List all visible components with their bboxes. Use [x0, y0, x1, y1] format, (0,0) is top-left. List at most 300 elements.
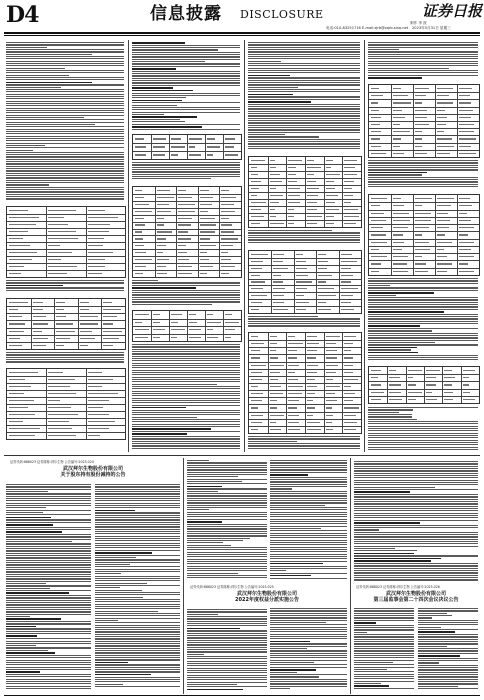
text-line [248, 63, 360, 64]
text-line [418, 662, 439, 663]
table-cell [251, 295, 267, 296]
text-line [270, 507, 347, 508]
table-cell [326, 365, 339, 366]
table-cell [389, 392, 400, 393]
text-line [368, 160, 478, 161]
text-line [132, 107, 240, 108]
text-line [270, 662, 314, 663]
text-line [6, 529, 91, 530]
table-cell [171, 314, 182, 315]
table-cell [270, 216, 276, 217]
text-line [368, 299, 478, 300]
table-cell [341, 288, 359, 289]
table-cell [103, 345, 112, 346]
text-line [270, 484, 347, 485]
table-cell [389, 377, 400, 378]
table-cell [415, 213, 431, 214]
table-cell [153, 329, 165, 330]
text-line [6, 49, 124, 50]
text-line [6, 621, 91, 622]
table-cell [270, 174, 280, 175]
text-line [6, 597, 91, 598]
table-cell [135, 259, 152, 260]
table-cell [9, 372, 38, 373]
table-column-rule [305, 157, 306, 227]
text-line [187, 509, 209, 510]
table-cell [103, 331, 121, 332]
text-line [354, 503, 478, 504]
text-line [132, 365, 240, 366]
text-line [6, 655, 91, 656]
text-line [248, 113, 360, 114]
table-cell [103, 316, 117, 317]
table-row-rule [133, 229, 241, 230]
text-line [95, 674, 151, 676]
table-cell [307, 372, 317, 373]
data-table [6, 206, 126, 278]
text-line [6, 635, 37, 637]
text-line [132, 398, 240, 399]
table-column-rule [294, 251, 295, 313]
text-line [187, 479, 267, 480]
text-line [95, 597, 143, 598]
table-cell [393, 242, 404, 243]
table-cell [437, 110, 445, 111]
table-cell [344, 181, 354, 182]
table-cell [341, 261, 358, 262]
table-cell [307, 379, 315, 380]
text-line [132, 428, 211, 430]
text-line [6, 287, 124, 288]
text-line [132, 395, 240, 396]
text-line [132, 95, 240, 96]
text-line [418, 669, 478, 670]
table-cell [307, 160, 314, 161]
table-cell [393, 146, 400, 147]
text-line [6, 531, 62, 533]
table-cell [200, 273, 207, 274]
table-cell [270, 429, 281, 430]
text-line [354, 473, 478, 474]
text-line [132, 384, 217, 385]
text-line [132, 85, 240, 86]
text-line [368, 72, 478, 73]
table-cell [326, 429, 333, 430]
text-line [187, 568, 267, 569]
table-cell [326, 422, 332, 423]
table-cell [437, 271, 447, 272]
table-cell [135, 329, 149, 330]
text-line [368, 54, 478, 55]
table-cell [207, 154, 213, 155]
text-line [95, 604, 180, 605]
text-line [187, 472, 267, 473]
table-row-rule [249, 258, 361, 259]
table-cell [437, 102, 453, 103]
text-line [270, 495, 347, 496]
masthead-rule-thin [4, 35, 480, 36]
text-line [248, 134, 285, 135]
text-line [95, 536, 180, 537]
text-line [187, 621, 267, 622]
table-cell [393, 220, 410, 221]
text-line [354, 660, 414, 661]
text-line [354, 681, 414, 682]
text-line [248, 115, 360, 116]
table-cell [178, 266, 191, 267]
table-column-rule [435, 85, 436, 157]
text-line [95, 590, 142, 591]
table-cell [371, 271, 379, 272]
table-cell [200, 204, 212, 205]
text-line [187, 533, 267, 534]
table-cell [393, 227, 408, 228]
text-line [6, 282, 124, 283]
text-line [6, 641, 91, 642]
text-line [368, 421, 478, 422]
text-line [248, 42, 360, 43]
text-line [132, 349, 240, 350]
table-row-rule [7, 418, 125, 419]
text-line [418, 676, 478, 677]
text-line [368, 349, 411, 350]
column-divider [183, 458, 184, 694]
text-line [248, 75, 290, 77]
text-line [6, 660, 91, 661]
text-line [354, 674, 414, 675]
text-line [187, 465, 267, 466]
table-cell [393, 131, 410, 132]
data-table [6, 368, 126, 440]
table-cell [251, 268, 262, 269]
text-line [368, 335, 478, 336]
text-line [132, 56, 240, 57]
table-cell [307, 167, 321, 168]
table-cell [221, 211, 234, 212]
text-line [270, 669, 316, 671]
text-line [270, 512, 347, 513]
table-cell [288, 202, 300, 203]
text-line [95, 684, 123, 685]
table-cell [251, 302, 262, 303]
text-line [354, 487, 435, 488]
table-cell [33, 309, 44, 310]
text-line [187, 668, 267, 669]
table-cell [459, 131, 474, 132]
text-line [132, 59, 240, 60]
text-line [187, 559, 267, 560]
text-line [95, 592, 180, 593]
table-cell [341, 281, 352, 282]
table-cell [207, 138, 215, 139]
text-line [187, 483, 267, 484]
table-cell [459, 242, 474, 243]
table-cell [88, 224, 110, 225]
text-line [95, 662, 128, 664]
text-line [132, 52, 240, 53]
table-cell [426, 377, 436, 378]
table-row-rule [7, 335, 125, 336]
text-line [95, 573, 121, 574]
text-line [248, 104, 360, 105]
text-line [248, 441, 297, 442]
text-line [270, 474, 308, 476]
table-cell [251, 181, 261, 182]
table-cell [251, 254, 268, 255]
text-line [6, 510, 91, 511]
text-line [95, 599, 180, 600]
text-line [132, 358, 240, 359]
table-cell [371, 384, 381, 385]
table-cell [288, 365, 298, 366]
text-line [248, 65, 360, 66]
table-cell [296, 275, 308, 276]
text-line [368, 407, 478, 408]
table-column-rule [457, 195, 458, 275]
text-line [248, 84, 360, 85]
text-line [418, 627, 441, 628]
table-column-rule [187, 311, 188, 341]
text-line [95, 643, 180, 644]
table-cell [344, 188, 352, 189]
text-line [187, 616, 267, 617]
text-line [132, 344, 240, 345]
table-cell [200, 245, 216, 246]
text-column [354, 460, 478, 582]
table-cell [408, 399, 417, 400]
text-line [132, 445, 240, 446]
table-cell [288, 379, 298, 380]
text-line [6, 91, 124, 92]
table-column-rule [187, 135, 188, 159]
text-line [270, 554, 347, 555]
table-cell [88, 273, 103, 274]
table-cell [415, 138, 422, 139]
table-cell [318, 268, 327, 269]
text-line [6, 564, 91, 565]
text-line [354, 641, 414, 642]
table-column-rule [406, 367, 407, 403]
text-column [368, 406, 478, 452]
table-cell [189, 329, 201, 330]
table-row-rule [133, 256, 241, 257]
table-cell [157, 204, 170, 205]
text-line [6, 645, 36, 646]
text-line [354, 532, 478, 533]
text-line [6, 112, 124, 113]
text-line [6, 72, 124, 73]
text-line [132, 304, 212, 305]
table-row-rule [369, 239, 479, 240]
text-line [187, 689, 243, 691]
text-line [132, 42, 185, 44]
text-line [95, 578, 180, 579]
text-line [270, 516, 347, 517]
text-column [132, 42, 240, 130]
table-row-rule [7, 425, 125, 426]
text-line [132, 374, 240, 375]
text-line [6, 574, 91, 575]
table-cell [48, 372, 62, 373]
table-cell [270, 167, 276, 168]
table-cell [371, 110, 379, 111]
stock-code-line: 证券代码:688023 证券简称:拜尔生物 公告编号:2023-026 [356, 585, 440, 589]
text-column [6, 280, 124, 294]
table-cell [344, 379, 358, 380]
text-line [368, 184, 478, 185]
text-line [354, 563, 478, 564]
text-line [6, 108, 124, 109]
table-cell [9, 259, 32, 260]
table-row-rule [7, 235, 125, 236]
table-cell [326, 343, 336, 344]
table-cell [48, 238, 77, 239]
text-line [132, 105, 177, 106]
text-line [270, 622, 326, 623]
table-column-rule [342, 157, 343, 227]
table-cell [9, 414, 35, 415]
table-cell [251, 415, 263, 416]
table-cell [251, 350, 260, 351]
table-cell [307, 223, 317, 224]
text-line [6, 555, 91, 556]
table-column-rule [223, 135, 224, 159]
text-line [95, 629, 180, 630]
text-line [132, 49, 218, 50]
text-line [187, 528, 267, 529]
table-cell [178, 211, 195, 212]
text-line [368, 342, 435, 343]
table-row-rule [249, 279, 361, 280]
text-line [354, 536, 478, 537]
table-cell [135, 211, 152, 212]
text-line [368, 56, 478, 57]
table-cell [444, 392, 453, 393]
text-line [6, 89, 124, 90]
table-column-rule [413, 195, 414, 275]
text-line [132, 301, 240, 302]
text-line [6, 681, 91, 682]
text-line [187, 474, 267, 475]
text-line [6, 143, 124, 144]
table-row-rule [369, 253, 479, 254]
text-line [248, 143, 360, 144]
text-line [132, 421, 240, 422]
table-cell [48, 217, 64, 218]
text-line [270, 631, 347, 632]
text-line [132, 63, 240, 64]
table-row-rule [7, 256, 125, 257]
text-line [270, 686, 347, 687]
text-line [6, 131, 124, 132]
table-cell [288, 422, 299, 423]
text-line [95, 664, 180, 665]
table-cell [326, 372, 336, 373]
text-line [368, 435, 478, 436]
text-line [6, 581, 91, 582]
text-line [132, 388, 240, 389]
text-line [270, 672, 297, 673]
table-column-rule [151, 135, 152, 159]
table-cell [270, 357, 278, 358]
text-line [132, 402, 240, 403]
stock-code-line: 证券代码:688023 证券简称:拜尔生物 公告编号:2023-025 [190, 585, 274, 589]
table-cell [80, 316, 98, 317]
text-line [270, 467, 347, 468]
table-cell [88, 414, 109, 415]
text-line [368, 44, 478, 45]
text-line [248, 445, 360, 446]
text-line [132, 126, 202, 128]
table-cell [80, 345, 88, 346]
text-line [368, 174, 422, 175]
table-cell [371, 220, 386, 221]
text-line [248, 125, 360, 126]
table-cell [153, 138, 166, 139]
text-line [6, 161, 124, 162]
text-line [248, 146, 360, 147]
table-column-rule [391, 85, 392, 157]
table-cell [48, 386, 70, 387]
table-cell [135, 218, 144, 219]
table-cell [9, 407, 28, 408]
text-line [6, 103, 124, 104]
table-cell [307, 202, 317, 203]
text-line [95, 519, 180, 520]
text-line [6, 166, 124, 167]
table-cell [9, 323, 25, 324]
text-line [6, 352, 124, 353]
table-cell [48, 414, 78, 415]
text-line [418, 646, 447, 647]
table-cell [221, 273, 228, 274]
table-cell [200, 211, 209, 212]
table-column-rule [457, 85, 458, 157]
text-line [270, 688, 290, 689]
text-line [368, 347, 417, 349]
table-column-rule [86, 207, 87, 277]
text-line [132, 424, 240, 425]
footer-rule [4, 695, 480, 696]
text-line [418, 624, 478, 625]
table-cell [371, 256, 387, 257]
text-line [132, 356, 240, 357]
text-line [6, 136, 124, 137]
text-line [187, 566, 267, 567]
text-line [187, 635, 267, 636]
text-line [6, 154, 124, 155]
table-cell [270, 181, 282, 182]
text-line [95, 638, 180, 639]
table-column-rule [223, 311, 224, 341]
text-column [368, 160, 478, 190]
text-line [368, 440, 478, 441]
table-cell [88, 393, 118, 394]
text-line [6, 683, 91, 684]
text-line [132, 297, 240, 298]
table-cell [288, 400, 299, 401]
text-line [187, 640, 267, 641]
text-column [248, 230, 360, 246]
text-line [354, 608, 414, 609]
text-line [368, 177, 478, 178]
table-cell [9, 252, 37, 253]
text-line [6, 96, 124, 97]
table-cell [393, 271, 408, 272]
text-line [248, 321, 360, 322]
table-cell [251, 407, 258, 408]
table-cell [437, 263, 452, 264]
